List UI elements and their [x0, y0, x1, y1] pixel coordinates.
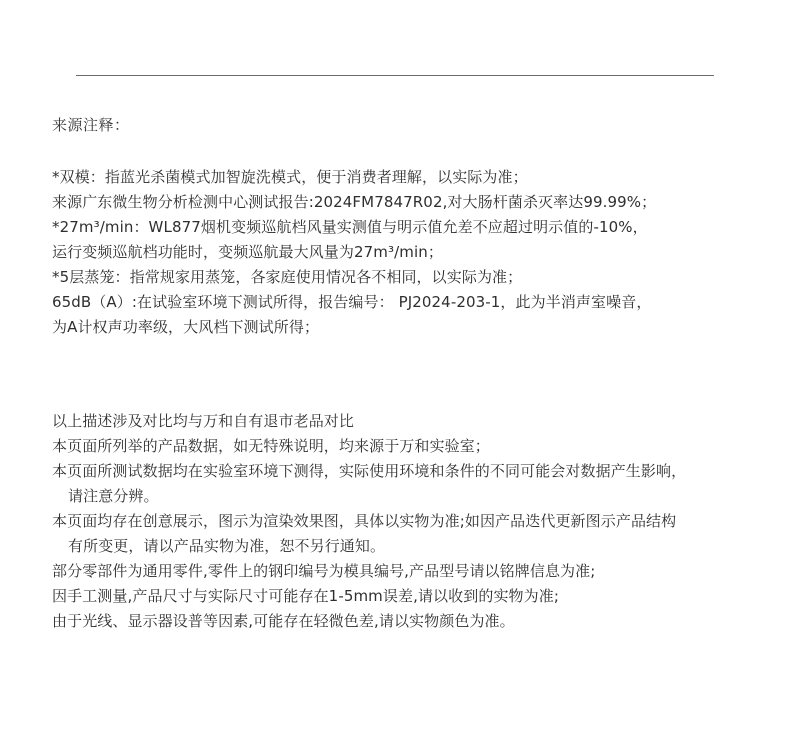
- note-line: *双模：指蓝光杀菌模式加智旋洗模式，便于消费者理解，以实际为准；: [52, 168, 528, 186]
- disclaimer-line-continued: 请注意分辨。: [68, 487, 159, 505]
- disclaimer-line: 本页面所测试数据均在实验室环境下测得，实际使用环境和条件的不同可能会对数据产生影响，: [52, 462, 687, 480]
- note-line: *27m³/min：WL877烟机变频巡航档风量实测值与明示值允差不应超过明示值的-10%，: [52, 218, 648, 236]
- divider-line: [76, 75, 714, 76]
- note-line: 运行变频巡航档功能时，变频巡航最大风量为27m³/min；: [52, 243, 443, 261]
- disclaimer-line: 因手工测量,产品尺寸与实际尺寸可能存在1-5mm误差,请以收到的实物为准;: [52, 587, 560, 605]
- disclaimer-line: 部分零部件为通用零件,零件上的钢印编号为模具编号,产品型号请以铭牌信息为准;: [52, 562, 596, 580]
- disclaimer-line: 以上描述涉及对比均与万和自有退市老品对比: [52, 412, 355, 430]
- note-line: 65dB（A）:在试验室环境下测试所得，报告编号： PJ2024-203-1，此为半消声室噪音，: [52, 293, 652, 311]
- disclaimer-line-continued: 有所变更，请以产品实物为准，恕不另行通知。: [68, 537, 386, 555]
- disclaimer-line: 本页面均存在创意展示，图示为渲染效果图，具体以实物为准;如因产品迭代更新图示产品结构: [52, 512, 677, 530]
- notes-heading: 来源注释：: [52, 116, 130, 134]
- notes-list: [52, 165, 656, 340]
- note-line: 来源广东微生物分析检测中心测试报告:2024FM7847R02,对大肠杆菌杀灭率达99.99%；: [52, 193, 657, 211]
- note-line: 为A计权声功率级，大风档下测试所得；: [52, 318, 320, 336]
- note-line: *5层蒸笼：指常规家用蒸笼，各家庭使用情况各不相同，以实际为准；: [52, 268, 523, 286]
- disclaimer-line: 由于光线、显示器设普等因素,可能存在轻微色差,请以实物颜色为准。: [52, 612, 515, 630]
- disclaimer-line: 本页面所列举的产品数据，如无特殊说明，均来源于万和实验室；: [52, 437, 490, 455]
- disclaimer-list: [52, 409, 686, 634]
